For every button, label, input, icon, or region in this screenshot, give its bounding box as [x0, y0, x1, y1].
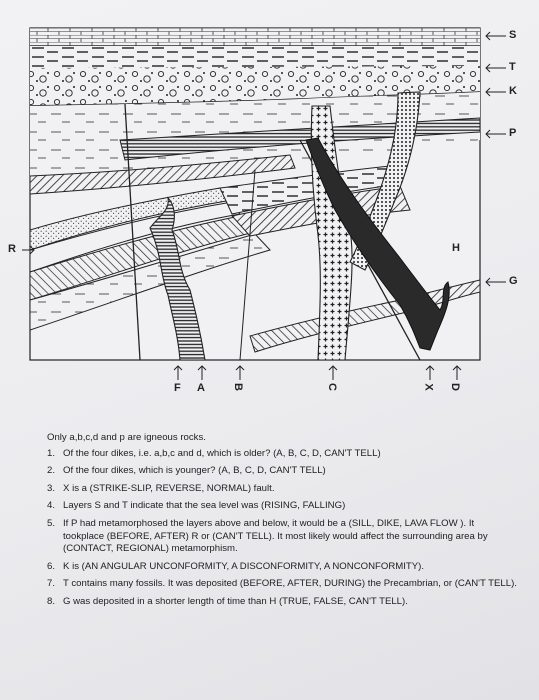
question-item: 4. Layers S and T indicate that the sea level was (RISING, FALLING)	[47, 500, 346, 512]
arrow-a	[198, 366, 206, 380]
arrow-p	[486, 130, 506, 138]
label-d: D	[448, 383, 461, 391]
label-b: B	[231, 383, 244, 391]
arrow-t	[486, 64, 506, 72]
questions-intro: Only a,b,c,d and p are igneous rocks.	[47, 432, 206, 443]
label-s: S	[509, 29, 517, 41]
question-item: 6. K is (AN ANGULAR UNCONFORMITY, A DISCONFORMITY, A NONCONFORMITY).	[47, 560, 425, 572]
question-item: 3. X is a (STRIKE-SLIP, REVERSE, NORMAL) fault.	[47, 482, 275, 494]
label-g: G	[509, 275, 518, 287]
label-p: P	[509, 127, 517, 139]
arrow-x	[426, 366, 434, 380]
arrow-f	[174, 366, 182, 380]
arrow-d	[453, 366, 461, 380]
arrow-k	[486, 88, 506, 96]
arrow-c	[329, 366, 337, 380]
label-f: F	[174, 382, 181, 394]
question-item: 5. If P had metamorphosed the layers above and below, it would be a (SILL, DIKE, LAVA FLOW ). It tookplace (BEFORE, AFTER) R or (CAN'T TELL). It most likely would affect the surrounding area by (CONTACT, REGIONAL) metamorphism.	[47, 517, 488, 555]
label-c: C	[325, 383, 338, 391]
label-h: H	[452, 242, 460, 254]
label-a: A	[197, 382, 205, 394]
label-t: T	[509, 61, 516, 73]
question-list	[47, 432, 517, 614]
question-item: 2. Of the four dikes, which is younger? (A, B, C, D, CAN'T TELL)	[47, 465, 326, 477]
arrow-s	[486, 32, 506, 40]
label-x: X	[422, 383, 435, 391]
label-k: K	[509, 85, 517, 97]
layer-t	[30, 46, 480, 68]
question-item: 1. Of the four dikes, i.e. a,b,c and d, which is older? (A, B, C, D, CAN'T TELL)	[47, 447, 381, 459]
arrow-g	[486, 278, 506, 286]
question-item: 7. T contains many fossils. It was deposited (BEFORE, AFTER, DURING) the Precambrian, or (CAN'T TELL).	[47, 578, 517, 590]
question-items	[47, 448, 517, 609]
question-item: 8. G was deposited in a shorter length of time than H (TRUE, FALSE, CAN'T TELL).	[47, 595, 408, 607]
layer-s	[30, 28, 480, 46]
label-r: R	[8, 243, 16, 255]
arrow-b	[236, 366, 244, 380]
